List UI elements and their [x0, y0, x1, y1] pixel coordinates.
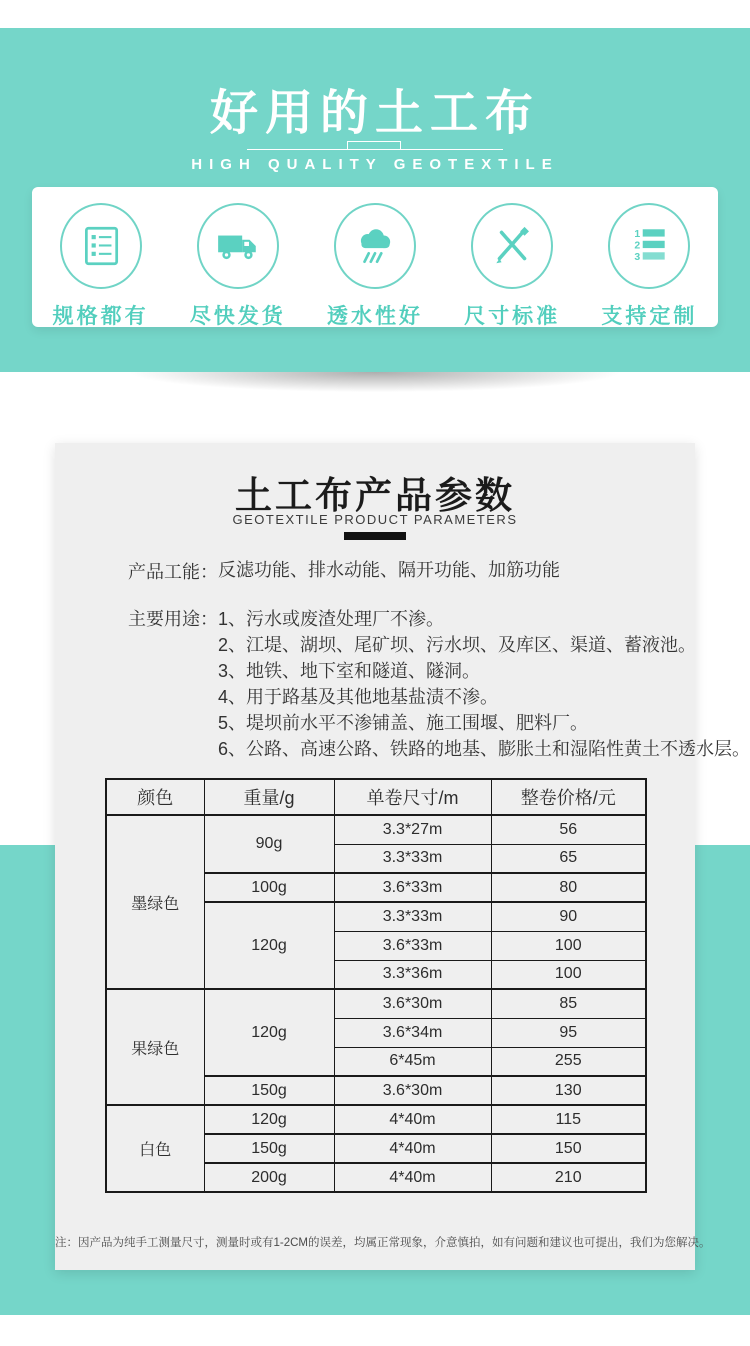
feature-standard — [446, 187, 578, 330]
size-cell: 3.6*30m — [334, 989, 491, 1018]
svg-text:1: 1 — [634, 229, 641, 241]
feature-label: 尽快发货 — [189, 305, 286, 328]
feature-label: 规格都有 — [52, 305, 149, 328]
size-cell: 3.3*27m — [334, 815, 491, 844]
size-cell: 3.6*33m — [334, 931, 491, 960]
table-row — [106, 1105, 646, 1134]
price-cell: 100 — [491, 960, 646, 989]
use-item: 2、江堤、湖坝、尾矿坝、污水坝、及库区、渠道、蓄液池。 — [218, 635, 697, 655]
functions-text: 反滤功能、排水动能、隔开功能、加筋功能 — [218, 560, 560, 580]
price-cell: 95 — [491, 1018, 646, 1047]
spec-list-icon — [60, 203, 142, 289]
header-size: 单卷尺寸/m — [334, 779, 491, 815]
price-cell: 65 — [491, 844, 646, 873]
size-cell: 3.3*33m — [334, 844, 491, 873]
weight-cell: 120g — [204, 902, 334, 989]
size-cell: 4*40m — [334, 1105, 491, 1134]
features-box — [32, 187, 718, 327]
use-item: 5、堤坝前水平不渗铺盖、施工围堰、肥料厂。 — [218, 713, 589, 733]
price-cell: 255 — [491, 1047, 646, 1076]
size-cell: 3.6*33m — [334, 873, 491, 902]
size-cell: 4*40m — [334, 1163, 491, 1192]
color-cell: 墨绿色 — [106, 815, 204, 989]
price-cell: 150 — [491, 1134, 646, 1163]
rain-cloud-icon — [334, 203, 416, 289]
color-cell: 白色 — [106, 1105, 204, 1192]
table-row — [106, 989, 646, 1018]
price-table-body — [106, 815, 646, 1192]
weight-cell: 120g — [204, 989, 334, 1076]
divider-tab — [347, 141, 401, 150]
title-accent-bar — [344, 532, 406, 540]
hero-subtitle: HIGH QUALITY GEOTEXTILE — [191, 156, 559, 173]
feature-permeable — [309, 187, 441, 330]
feature-label: 尺寸标准 — [464, 305, 561, 328]
price-cell: 56 — [491, 815, 646, 844]
price-table — [105, 778, 647, 1193]
pencil-cross-icon — [471, 203, 553, 289]
product-functions — [128, 558, 679, 584]
svg-text:3: 3 — [634, 252, 641, 264]
weight-cell: 150g — [204, 1076, 334, 1105]
size-cell: 3.3*33m — [334, 902, 491, 931]
size-cell: 4*40m — [334, 1134, 491, 1163]
size-cell: 3.3*36m — [334, 960, 491, 989]
price-cell: 130 — [491, 1076, 646, 1105]
feature-custom — [583, 187, 715, 330]
hero-divider — [247, 140, 503, 150]
header-weight: 重量/g — [204, 779, 334, 815]
price-cell: 115 — [491, 1105, 646, 1134]
main-uses — [128, 606, 750, 762]
parameters-card — [55, 443, 750, 1270]
hero-title: 好用的土工布 — [209, 87, 540, 140]
section-shadow — [65, 372, 685, 400]
price-cell: 85 — [491, 989, 646, 1018]
feature-label: 支持定制 — [601, 305, 698, 328]
use-item: 4、用于路基及其他地基盐渍不渗。 — [218, 687, 499, 707]
size-cell: 3.6*30m — [334, 1076, 491, 1105]
price-cell: 210 — [491, 1163, 646, 1192]
uses-label: 主要用途： — [128, 609, 218, 629]
card-title: 土工布产品参数 — [235, 475, 515, 516]
numbered-list-icon — [608, 203, 690, 289]
color-cell: 果绿色 — [106, 989, 204, 1105]
use-item: 3、地铁、地下室和隧道、隧洞。 — [218, 661, 481, 681]
price-cell: 90 — [491, 902, 646, 931]
weight-cell: 120g — [204, 1105, 334, 1134]
card-subtitle: GEOTEXTILE PRODUCT PARAMETERS — [232, 512, 518, 527]
price-cell: 80 — [491, 873, 646, 902]
weight-cell: 90g — [204, 815, 334, 873]
header-price: 整卷价格/元 — [491, 779, 646, 815]
uses-list — [218, 606, 750, 762]
header-color: 颜色 — [106, 779, 204, 815]
use-item: 1、污水或废渣处理厂不渗。 — [218, 609, 445, 629]
functions-label: 产品工能： — [128, 562, 218, 582]
weight-cell: 200g — [204, 1163, 334, 1192]
measurement-note: 注：因产品为纯手工测量尺寸，测量时或有1-2CM的误差，均属正常现象，介意慎拍，如有问题和建议也可提出，我们为您解决。 — [55, 1237, 711, 1249]
table-row — [106, 815, 646, 844]
price-cell: 100 — [491, 931, 646, 960]
feature-shipping — [172, 187, 304, 330]
truck-icon — [197, 203, 279, 289]
size-cell: 3.6*34m — [334, 1018, 491, 1047]
feature-label: 透水性好 — [326, 305, 423, 328]
weight-cell: 150g — [204, 1134, 334, 1163]
table-header-row — [106, 779, 646, 815]
weight-cell: 100g — [204, 873, 334, 902]
use-item: 6、公路、高速公路、铁路的地基、膨胀土和湿陷性黄土不透水层。 — [218, 739, 750, 759]
feature-specs — [35, 187, 167, 330]
svg-text:2: 2 — [634, 240, 641, 252]
size-cell: 6*45m — [334, 1047, 491, 1076]
